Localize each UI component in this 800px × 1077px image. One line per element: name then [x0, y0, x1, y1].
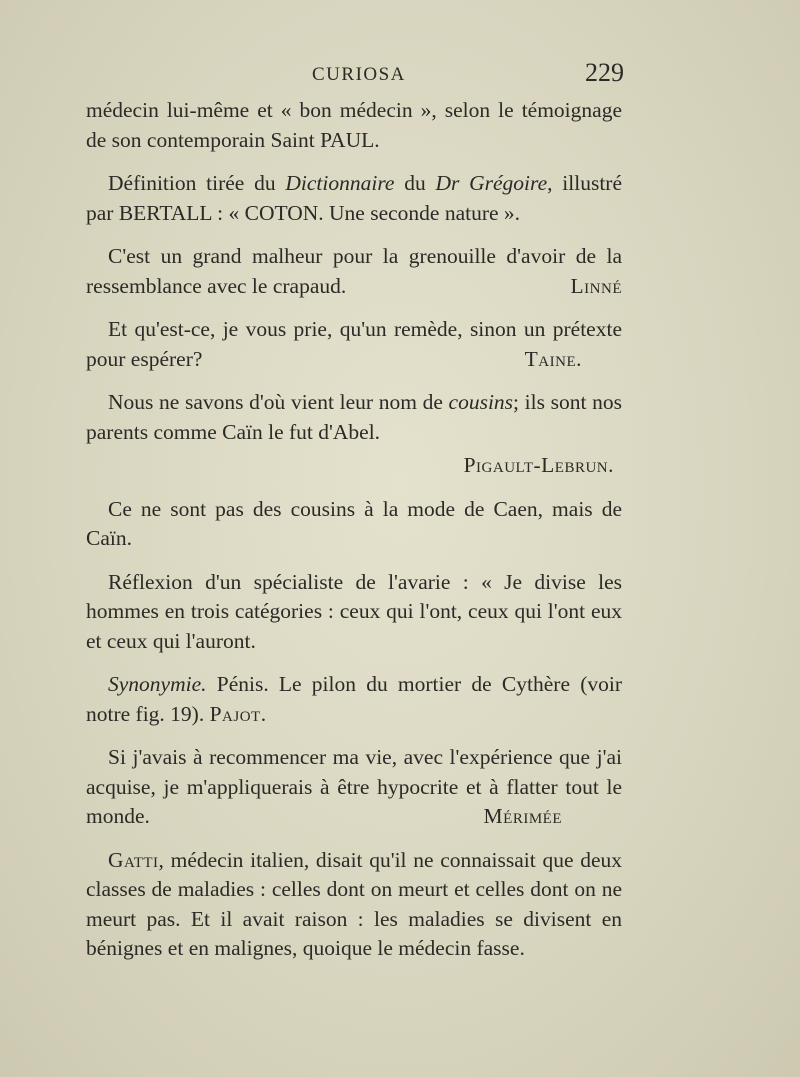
paragraph-7	[86, 568, 622, 657]
attribution: Taine.	[524, 346, 582, 371]
author-name: Dr Grégoire	[435, 171, 548, 195]
paragraph-text: , médecin italien, disait qu'il ne connaissait que deux classes de maladies : celles dont on meurt et celles dont on ne meurt pas. Et il avait raison : les maladies se divisent en bénignes et en malignes, quoique le médecin fasse.	[86, 847, 622, 960]
paragraph-5	[86, 388, 622, 447]
attribution: Linné	[570, 273, 622, 298]
paragraph-text: ; ils sont nos parents comme Caïn le fut d'Abel.	[86, 390, 622, 444]
page-number: 229	[585, 58, 624, 87]
paragraph-3	[86, 242, 622, 301]
paragraph-text: C'est un grand malheur pour la grenouille d'avoir de la ressemblance avec le crapaud.	[86, 244, 622, 298]
running-head: CURIOSA	[312, 64, 406, 85]
paragraph-2	[86, 169, 622, 228]
dictionary-title: Dictionnaire	[285, 171, 395, 195]
paragraph-text: médecin lui-même et « bon médecin », selon le témoignage de son contemporain Saint PAUL.	[86, 98, 622, 152]
paragraph-text: Et qu'est-ce, je vous prie, qu'un remède, sinon un prétexte pour espérer?	[86, 317, 622, 371]
paragraph-8	[86, 670, 622, 729]
paragraph-10	[86, 846, 622, 964]
person-name: Gatti	[108, 847, 159, 872]
paragraph-text: Réflexion d'un spécialiste de l'avarie : « Je divise les hommes en trois catégories : ceux qui l'ont, ceux qui l'ont eux et ceux qui l'auront.	[86, 569, 622, 653]
paragraph-text: Définition tirée du	[108, 171, 286, 195]
paragraph-text: du	[394, 171, 436, 195]
attribution: Pajot.	[209, 701, 267, 726]
paragraph-text: Si j'avais à recommencer ma vie, avec l'expérience que j'ai acquise, je m'appliquerais à être hypocrite et à flatter tout le monde.	[86, 745, 622, 828]
paragraph-4	[86, 315, 622, 374]
paragraph-9	[86, 743, 622, 832]
paragraph-1	[86, 96, 622, 155]
attribution: Pigault-Lebrun.	[463, 453, 614, 477]
paragraph-6	[86, 495, 622, 554]
paragraph-text: Ce ne sont pas des cousins à la mode de Caen, mais de Caïn.	[86, 496, 622, 550]
term-label: Synonymie.	[108, 672, 207, 696]
emphasis-word: cousins	[448, 390, 514, 414]
paragraph-text: , illustré par BERTALL : « COTON. Une seconde nature ».	[86, 171, 623, 225]
page-header	[0, 58, 800, 94]
attribution: Mérimée	[483, 804, 562, 828]
paragraph-text: Nous ne savons d'où vient leur nom de	[108, 390, 449, 414]
paragraph-text: Pénis. Le pilon du mortier de Cythère (voir notre fig. 19).	[86, 672, 622, 726]
page-body	[86, 96, 622, 978]
